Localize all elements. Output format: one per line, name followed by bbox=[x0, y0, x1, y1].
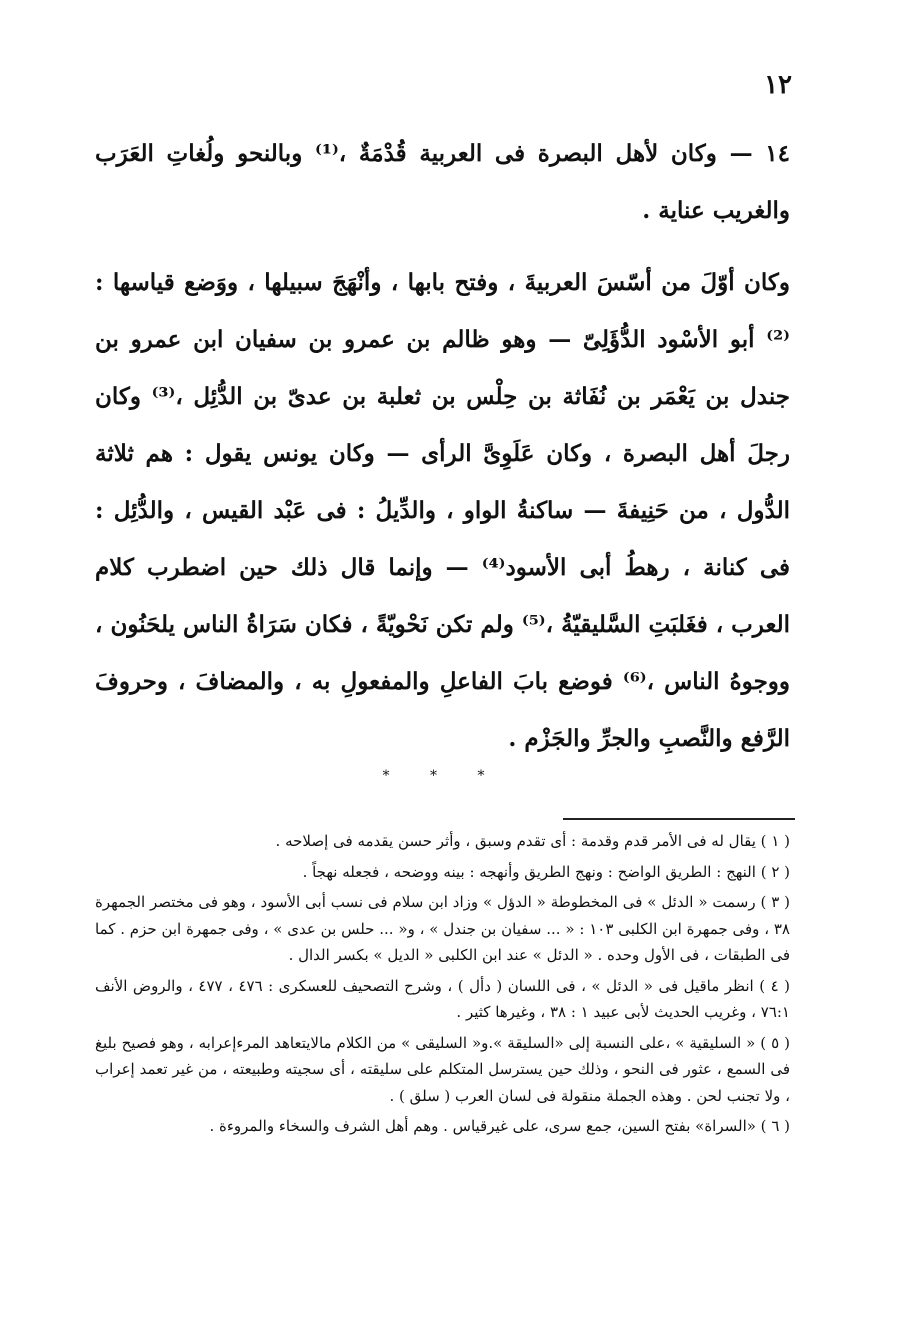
footnote-4: ( ٤ ) انظر ماقيل فى « الدئل » ، فى اللسان ( دأل ) ، وشرح التصحيف للعسكرى : ٤٧٦ ، ٤٧٧ ، والروض الأنف ٧٦:١ ، وغريب الحديث لأبى عبيد ١ : ٣٨ ، وغيرها كثير . bbox=[95, 976, 790, 1021]
footnote-5: ( ٥ ) « السليقية » ،على النسبة إلى «السليقة ».و« السليقى » من الكلام مالايتعاهد المرءإعرابه ، وهو فصيح بليغ فى السمع ، عثور فى النحو ، وذلك حين يسترسل المتكلم على سليقته ، أى سجيته وطبيعته ، من غير تعمد إعراب ، ولا تجنب لحن . وهذه الجملة منقولة فى لسان العرب ( سلق ) . bbox=[95, 1033, 790, 1105]
footnote-2: ( ٢ ) النهج : الطريق الواضح : ونهج الطريق وأنهجه : بينه ووضحه ، فجعله نهجاً . bbox=[302, 862, 790, 881]
body-text bbox=[95, 125, 790, 767]
page-number: ١٢ bbox=[764, 70, 792, 100]
footnote-divider bbox=[563, 818, 795, 820]
footnote-1: ( ١ ) يقال له فى الأمر قدم وقدمة : أى تقدم وسبق ، وأثر حسن يقدمه فى إصلاحه . bbox=[275, 832, 790, 850]
footnote-6: ( ٦ ) «السراة» بفتح السين، جمع سرى، على غيرقياس . وهم أهل الشرف والسخاء والمروءة . bbox=[209, 1117, 790, 1135]
footnotes bbox=[95, 828, 790, 1144]
paragraph-abu-al-aswad: وكان أوّلَ من أسّسَ العربيةَ ، وفتح بابها ، وأنْهَجَ سبيلها ، ووَضع قياسها :⁽²⁾ أبو الأسْود الدُّؤَلِىّ — وهو ظالم بن عمرو بن سفيان ابن عمرو بن جندل بن يَعْمَر بن نُفَاثة بن حِلْس بن ثعلبة بن عدىّ بن الدُّئِل ،⁽³⁾ وكان رجلَ أهل البصرة ، وكان عَلَوِىَّ الرأى — وكان يونس يقول : هم ثلاثة الدُّول ، من حَنِيفةَ — ساكنةُ الواو ، والدِّيلُ : فى عَبْد القيس ، والدُّئِل : فى كنانة ، رهطُ أبى الأسود⁽⁴⁾ — وإنما قال ذلك حين اضطرب كلام العرب ، فغَلبَتِ السَّليقيّةُ ،⁽⁵⁾ ولم تكن نَحْويّةً ، فكان سَرَاةُ الناس يلحَنُون ، ووجوهُ الناس ،⁽⁶⁾ فوضع بابَ الفاعلِ والمفعولِ به ، والمضافَ ، وحروفَ الرَّفع والنَّصبِ والجرِّ والجَزْم . bbox=[95, 269, 790, 752]
section-separator: * * * bbox=[382, 768, 503, 784]
footnote-3: ( ٣ ) رسمت « الدئل » فى المخطوطة « الدؤل » وزاد ابن سلام فى نسب أبى الأسود ، وهو فى مختصر الجمهرة ٣٨ ، وفى جمهرة ابن الكلبى ١٠٣ : « ... سفيان بن جندل » ، و« ... حلس بن عدى » ، وفى جمهرة ابن حزم . كما فى الطبقات ، فى الأول وحده . « الدئل » عند ابن الكلبى « الديل » بكسر الدال . bbox=[95, 893, 790, 964]
paragraph-14: ١٤ — وكان لأهل البصرة فى العربية قُدْمَةٌ ،⁽¹⁾ وبالنحو ولُغاتِ العَرَب والغريب عناية . bbox=[95, 140, 790, 224]
